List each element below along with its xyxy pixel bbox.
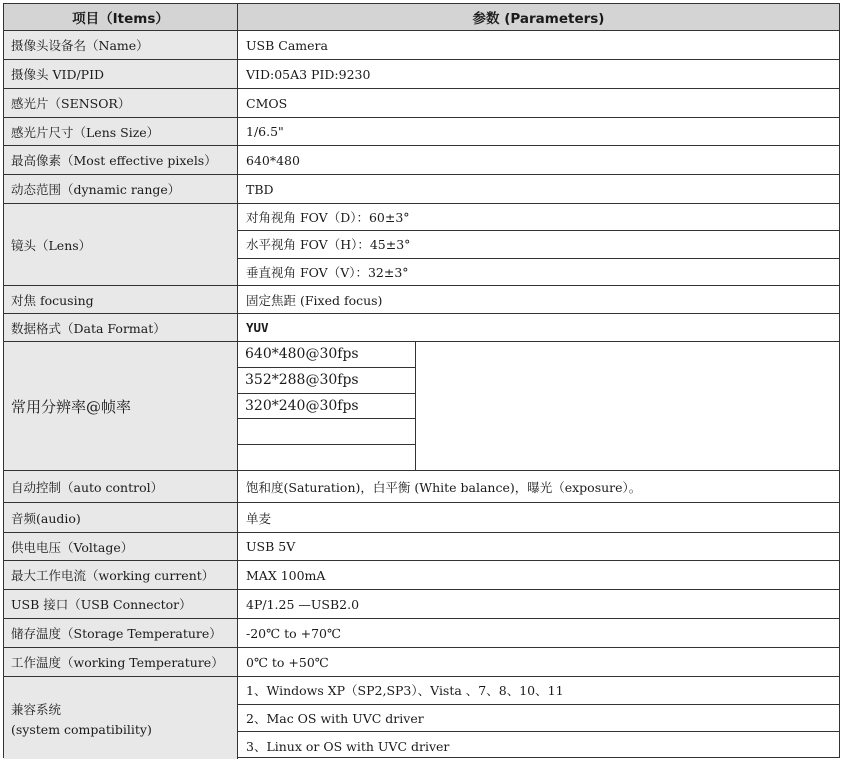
row-label: 供电电压（Voltage） — [4, 533, 238, 560]
row-label: 最大工作电流（working current） — [4, 561, 238, 589]
table-row — [4, 619, 839, 648]
resolution-item: 320*240@30fps — [238, 394, 415, 420]
table-row — [4, 590, 839, 619]
compat-label-en: (system compatibility) — [11, 721, 152, 737]
row-value: CMOS — [246, 95, 288, 111]
table-row — [4, 533, 839, 561]
row-value: 饱和度(Saturation)，白平衡 (White balance)，曝光（exposure）。 — [246, 479, 642, 495]
table-row — [4, 471, 839, 503]
row-label: 常用分辨率@帧率 — [4, 342, 238, 470]
row-value: 640*480 — [246, 152, 300, 168]
table-row — [4, 314, 839, 342]
row-label: 对焦 focusing — [4, 286, 238, 313]
row-value: 1/6.5" — [246, 124, 284, 139]
resolution-item: 640*480@30fps — [238, 342, 415, 368]
table-row — [4, 175, 839, 204]
table-row — [4, 146, 839, 175]
row-value: 固定焦距 (Fixed focus) — [246, 292, 383, 308]
compat-item: 2、Mac OS with UVC driver — [238, 705, 839, 733]
row-value: -20℃ to +70℃ — [246, 625, 341, 641]
compat-list — [238, 677, 839, 759]
table-row — [4, 503, 839, 533]
spec-table — [3, 3, 840, 758]
table-row — [4, 286, 839, 314]
fov-item: 垂直视角 FOV（V）：32±3° — [246, 264, 409, 280]
table-row — [4, 648, 839, 677]
row-label: 自动控制（auto control） — [4, 471, 238, 502]
row-value: TBD — [246, 181, 274, 197]
row-label: 工作温度（working Temperature） — [4, 648, 238, 676]
table-row — [4, 677, 839, 759]
compat-item: 3、Linux or OS with UVC driver — [246, 738, 450, 754]
row-label: 数据格式（Data Format） — [4, 314, 238, 341]
row-value: 单麦 — [246, 510, 272, 526]
table-row — [4, 89, 839, 118]
row-label: 动态范围（dynamic range） — [4, 175, 238, 203]
row-value: USB 5V — [246, 539, 296, 554]
row-label: 摄像头 VID/PID — [4, 60, 238, 88]
compat-item: 1、Windows XP（SP2,SP3）、Vista 、7、8、10、11 — [238, 677, 839, 705]
lens-fov-list — [238, 204, 839, 285]
table-row — [4, 204, 839, 286]
table-row — [4, 561, 839, 590]
row-label: 感光片尺寸（Lens Size） — [4, 118, 238, 145]
row-value: MAX 100mA — [246, 567, 326, 583]
compat-label-cn: 兼容系统 — [11, 701, 62, 717]
row-value: VID:05A3 PID:9230 — [246, 66, 371, 82]
row-value: YUV — [246, 320, 269, 335]
row-label: 感光片（SENSOR） — [4, 89, 238, 117]
row-label: 音频(audio) — [4, 503, 238, 532]
header-items: 项目（Items） — [4, 4, 238, 30]
row-label: 储存温度（Storage Temperature） — [4, 619, 238, 647]
row-value: 4P/1.25 —USB2.0 — [246, 596, 360, 612]
table-row — [4, 60, 839, 89]
resolution-item — [238, 445, 415, 470]
row-value: USB Camera — [246, 37, 328, 53]
row-label: 镜头（Lens） — [4, 204, 238, 285]
table-row — [4, 31, 839, 60]
row-label — [4, 677, 238, 759]
fov-item: 水平视角 FOV（H）：45±3° — [238, 231, 839, 258]
table-row — [4, 118, 839, 146]
table-header-row — [4, 4, 839, 31]
header-parameters: 参数 (Parameters) — [238, 4, 839, 30]
table-row — [4, 342, 839, 471]
row-label: 摄像头设备名（Name） — [4, 31, 238, 59]
row-value: 0℃ to +50℃ — [246, 654, 329, 670]
resolution-list — [238, 342, 839, 470]
row-label: USB 接口（USB Connector） — [4, 590, 238, 618]
resolution-item — [238, 419, 415, 445]
resolution-item: 352*288@30fps — [238, 368, 415, 394]
row-label: 最高像素（Most effective pixels） — [4, 146, 238, 174]
fov-item: 对角视角 FOV（D）：60±3° — [238, 204, 839, 231]
